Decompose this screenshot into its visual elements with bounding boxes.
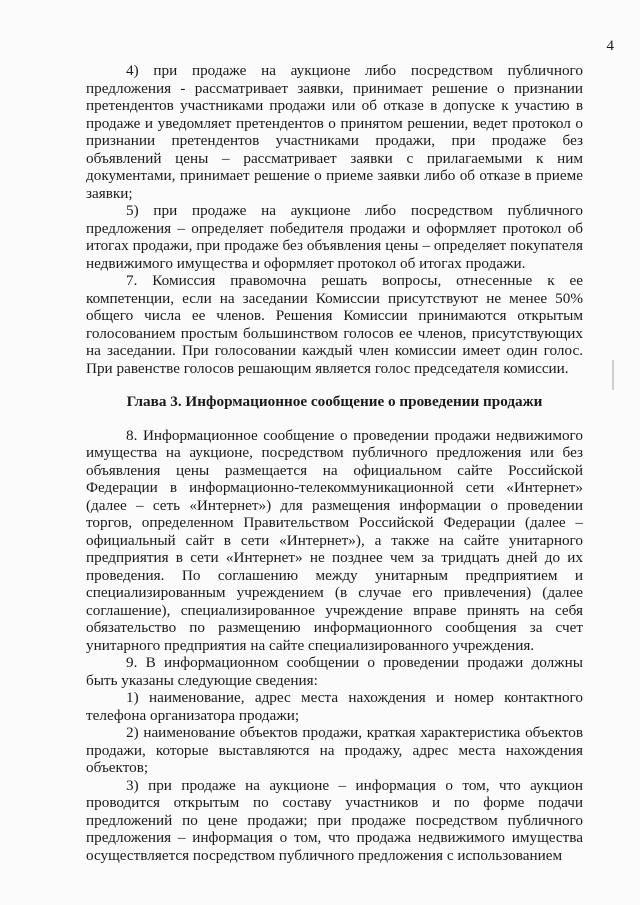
paragraph-item-1: 1) наименование, адрес места нахождения и номер контактного телефона организатора продажи; [86,689,583,724]
paragraph-item-4: 4) при продаже на аукционе либо посредством публичного предложения - рассматривает заявки, принимает решение о признании претендентов участниками продажи или об отказе в допуске к участию в продаже и уведомляет претендентов о принятом решении, ведет протокол о признании претендентов участниками продажи, при продаже без объявлений цены – рассматривает заявки с прилагаемыми к ним документами, принимает решение о приеме заявки либо об отказе в приеме заявки; [86,62,583,202]
document-body [86,62,583,864]
paragraph-item-2: 2) наименование объектов продажи, краткая характеристика объектов продажи, которые выставляются на продажу, адрес места нахождения объектов; [86,724,583,776]
paragraph-clause-9: 9. В информационном сообщении о проведении продажи должны быть указаны следующие сведения: [86,654,583,689]
paragraph-item-5: 5) при продаже на аукционе либо посредством публичного предложения – определяет победителя продажи и оформляет протокол об итогах продажи, при продаже без объявления цены – определяет покупателя недвижимого имущества и оформляет протокол об итогах продажи. [86,202,583,272]
paragraph-clause-7: 7. Комиссия правомочна решать вопросы, отнесенные к ее компетенции, если на заседании Комиссии присутствуют не менее 50% общего числа ее членов. Решения Комиссии принимаются открытым голосованием простым большинством голосов ее членов, присутствующих на заседании. При голосовании каждый член комиссии имеет один голос. При равенстве голосов решающим является голос председателя комиссии. [86,272,583,377]
paragraph-item-3: 3) при продаже на аукционе – информация о том, что аукцион проводится открытым по составу участников и по форме подачи предложений по цене продажи; при продаже посредством публичного предложения – информация о том, что продажа недвижимого имущества осуществляется посредством публичного предложения с использованием [86,776,583,864]
paragraph-clause-8: 8. Информационное сообщение о проведении продажи недвижимого имущества на аукционе, посредством публичного предложения или без объявления цены размещается на официальном сайте Российской Федерации в информационно-телекоммуникационной сети «Интернет» (далее – сеть «Интернет») для размещения информации о проведении торгов, определенном Правительством Российской Федерации (далее – официальный сайт в сети «Интернет»), а также на сайте унитарного предприятия в сети «Интернет» не позднее чем за тридцать дней до их проведения. По соглашению между унитарным предприятием и специализированным учреждением (в случае его привлечения) (далее соглашение), специализированное учреждение вправе принять на себя обязательство по размещению информационного сообщения за счет унитарного предприятия на сайте специализированного учреждения. [86,426,583,654]
scan-margin-mark [612,360,614,390]
chapter-heading: Глава 3. Информационное сообщение о проведении продажи [126,393,543,410]
page-number: 4 [606,38,614,54]
